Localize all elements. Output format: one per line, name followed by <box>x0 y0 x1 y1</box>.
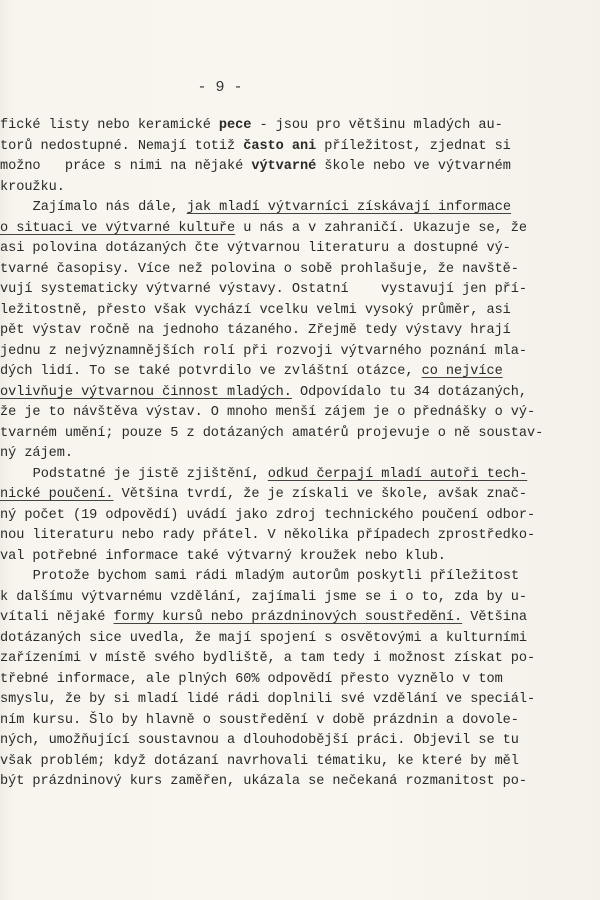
text-segment: ných, umožňující soustavnou a dlouhodobější práci. Objevil se tu <box>0 733 519 748</box>
text-segment: pět výstav ročně na jednoho tázaného. Zřejmě tedy výstavy hrají <box>0 323 511 338</box>
underlined-phrase: odkud čerpají mladí autoři tech- <box>267 466 528 482</box>
text-segment: vítali nějaké <box>0 610 114 625</box>
text-line <box>0 526 600 547</box>
text-line <box>0 629 600 650</box>
text-line <box>0 547 600 568</box>
text-segment: kroužku. <box>0 179 65 195</box>
underlined-phrase: ovlivňuje výtvarnou činnost mladých. <box>0 384 292 400</box>
text-segment: tvarném umění; pouze 5 z dotázaných amatérů projevuje o ně soustav- <box>0 425 544 441</box>
text-line <box>0 772 600 793</box>
text-line <box>0 198 600 219</box>
text-line <box>0 506 600 527</box>
text-segment: tvarné časopisy. Více než polovina o sobě prohlašuje, že navště- <box>0 261 519 277</box>
text-line <box>0 752 600 773</box>
text-line <box>0 342 600 363</box>
text-segment: ný zájem. <box>0 446 73 461</box>
text-segment: být prázdninový kurs zaměřen, ukázala se nečekaná rozmanitost po- <box>0 774 527 789</box>
struck-over-text: pece <box>218 118 252 133</box>
text-segment: Odpovídalo tu 34 dotázaných, <box>291 384 527 400</box>
text-segment: dých lidí. To se také potvrdilo ve zvláštní otázce, <box>0 364 422 379</box>
text-segment: ležitostně, přesto však vychází vcelku velmi vysoký průměr, asi <box>0 302 511 318</box>
text-line <box>0 116 600 137</box>
text-line <box>0 219 600 240</box>
text-segment: k dalšímu výtvarnému vzdělání, zajímali jsme se i o to, zda by u- <box>0 589 527 605</box>
text-segment: asi polovina dotázaných čte výtvarnou literaturu a dostupné vý- <box>0 241 511 256</box>
underlined-phrase: o situaci ve výtvarné kultuře <box>0 220 236 236</box>
text-line <box>0 178 600 199</box>
struck-over-text: výtvarné <box>251 159 317 174</box>
text-segment: dotázaných sice uvedla, že mají spojení s osvětovými a kulturními <box>0 630 527 646</box>
text-segment: Většina tvrdí, že je získali ve škole, avšak znač- <box>113 487 528 502</box>
underlined-phrase: jak mladí výtvarníci získávají informace <box>186 200 512 215</box>
text-segment: jednu z nejvýznamnějších rolí při rozvoji výtvarného poznání mla- <box>0 343 527 359</box>
underlined-phrase: nické poučení. <box>0 487 114 502</box>
text-line <box>0 239 600 260</box>
text-segment: - jsou pro většinu mladých au- <box>251 118 503 133</box>
text-segment: však problém; když dotázaní navrhovali tématiku, ke které by měl <box>0 753 519 769</box>
text-segment: fické listy nebo keramické <box>0 118 219 133</box>
text-segment: nou literaturu nebo rady přátel. V několika případech zprostředko- <box>0 528 536 543</box>
text-line <box>0 383 600 404</box>
text-line <box>0 588 600 609</box>
text-line <box>0 424 600 445</box>
text-line <box>0 649 600 670</box>
text-line <box>0 465 600 486</box>
struck-over-text: často ani <box>243 138 317 154</box>
text-line <box>0 301 600 322</box>
text-line <box>0 608 600 629</box>
text-segment: ný počet (19 odpovědí) uvádí jako zdroj technického poučení odbor- <box>0 507 536 523</box>
text-line <box>0 321 600 342</box>
text-line <box>0 690 600 711</box>
text-segment: že je to návštěva výstav. O mnoho menší zájem je o přednášky o vý- <box>0 405 536 420</box>
text-segment: smyslu, že by si mladí lidé rádi doplnili své vzdělání ve speciál- <box>0 692 536 707</box>
text-segment: ním kursu. Šlo by hlavně o soustředění v době prázdnin a dovole- <box>0 712 519 728</box>
text-line <box>0 280 600 301</box>
text-line <box>0 670 600 691</box>
text-line <box>0 260 600 281</box>
text-segment: Protože bychom sami rádi mladým autorům poskytli příležitost <box>32 569 520 584</box>
text-segment: příležitost, zjednat si <box>316 138 511 154</box>
page-number: - 9 - <box>197 79 243 96</box>
text-line <box>0 137 600 158</box>
underlined-phrase: formy kursů nebo prázdninových soustředění. <box>113 610 463 625</box>
underlined-phrase: co nejvíce <box>421 364 503 379</box>
text-segment: třebné informace, ale plných 60% odpovědí přesto vyznělo v tom <box>0 671 503 687</box>
text-segment: val potřebné informace také výtvarný kroužek nebo klub. <box>0 548 446 564</box>
text-line <box>0 711 600 732</box>
text-line <box>0 567 600 588</box>
text-segment: zařízeními v místě svého bydliště, a tam tedy i možnost získat po- <box>0 651 536 666</box>
text-line <box>0 403 600 424</box>
text-line <box>0 157 600 178</box>
body-text <box>0 116 600 793</box>
text-segment: torů nedostupné. Nemají totiž <box>0 138 244 154</box>
text-line <box>0 362 600 383</box>
text-segment: škole nebo ve výtvarném <box>316 159 511 174</box>
text-segment: vují systematicky výtvarné výstavy. Ostatní vystavují jen pří- <box>0 282 527 297</box>
text-line <box>0 485 600 506</box>
text-segment: Většina <box>462 610 528 625</box>
text-segment: Zajímalo nás dále, <box>32 200 187 215</box>
text-segment: u nás a v zahraničí. Ukazuje se, že <box>235 220 527 236</box>
text-line <box>0 444 600 465</box>
text-line <box>0 731 600 752</box>
text-segment: možno práce s nimi na nějaké <box>0 159 252 174</box>
text-segment: Podstatné je jistě zjištění, <box>32 466 268 482</box>
